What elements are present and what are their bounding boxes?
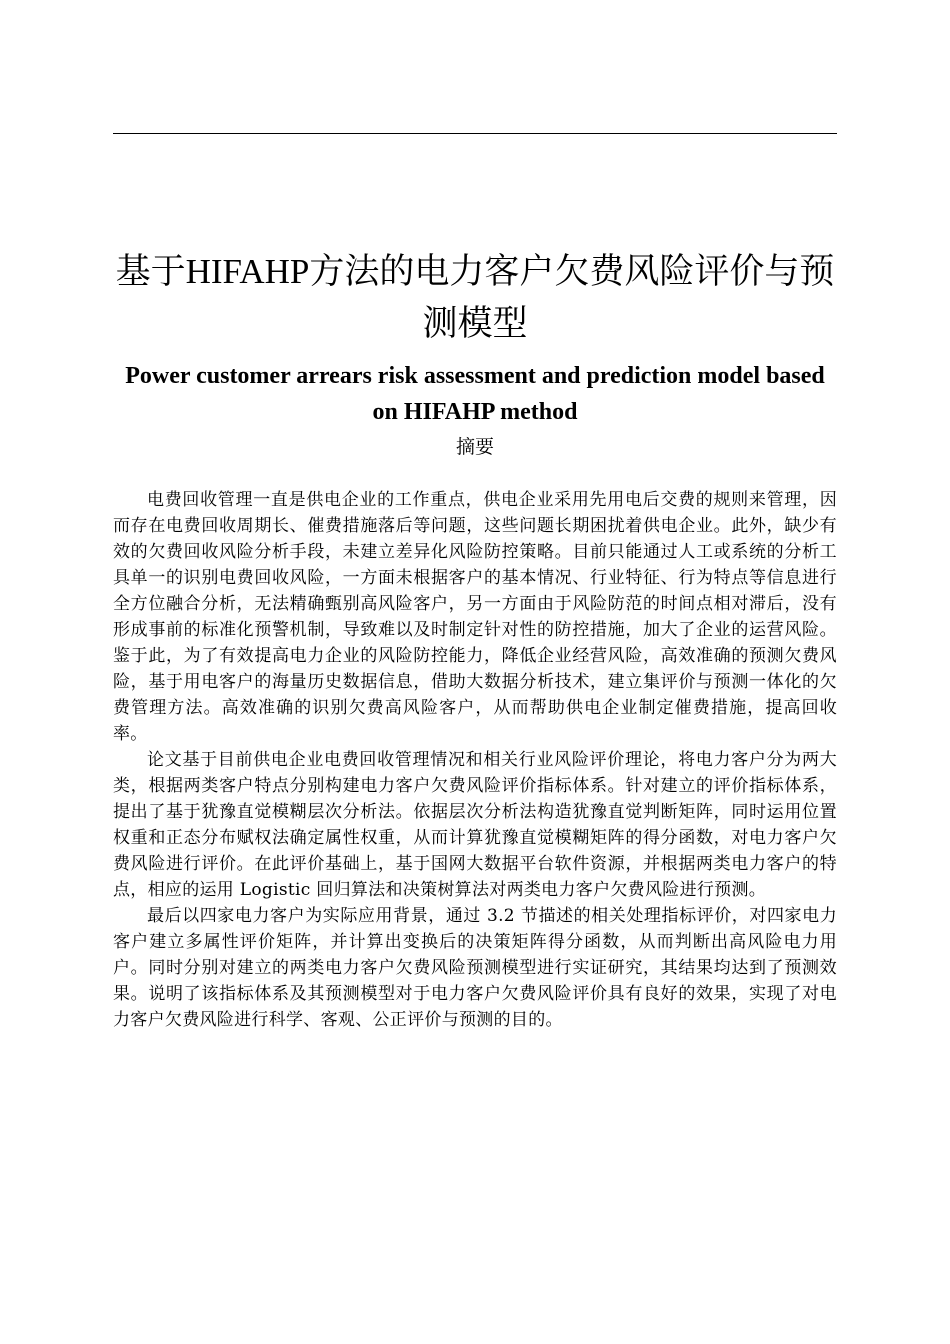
abstract-paragraph-1: 电费回收管理一直是供电企业的工作重点，供电企业采用先用电后交费的规则来管理，因而存在电费回收周期长、催费措施落后等问题，这些问题长期困扰着供电企业。此外，缺少有效的欠费回收风险分析手段，未建立差异化风险防控策略。目前只能通过人工或系统的分析工具单一的识别电费回收风险，一方面未根据客户的基本情况、行业特征、行为特点等信息进行全方位融合分析，无法精确甄别高风险客户，另一方面由于风险防范的时间点相对滞后，没有形成事前的标准化预警机制，导致难以及时制定针对性的防控措施，加大了企业的运营风险。鉴于此，为了有效提高电力企业的风险防控能力，降低企业经营风险，高效准确的预测欠费风险，基于用电客户的海量历史数据信息，借助大数据分析技术，建立集评价与预测一体化的欠费管理方法。高效准确的识别欠费高风险客户，从而帮助供电企业制定催费措施，提高回收率。 bbox=[113, 490, 837, 744]
chinese-title bbox=[113, 246, 837, 350]
chinese-title-part2: 方法的电力客户欠费风险评价与预测模型 bbox=[309, 252, 835, 344]
abstract-paragraph-3: 最后以四家电力客户为实际应用背景，通过 3.2 节描述的相关处理指标评价，对四家电力客户建立多属性评价矩阵，并计算出变换后的决策矩阵得分函数，从而判断出高风险电力用户。同时分别对建立的两类电力客户欠费风险预测模型进行实证研究，其结果均达到了预测效果。说明了该指标体系及其预测模型对于电力客户欠费风险评价具有良好的效果，实现了对电力客户欠费风险进行科学、客观、公正评价与预测的目的。 bbox=[113, 906, 837, 1030]
abstract-heading: 摘要 bbox=[455, 436, 494, 458]
header-rule bbox=[113, 133, 837, 134]
abstract-paragraph-2: 论文基于目前供电企业电费回收管理情况和相关行业风险评价理论，将电力客户分为两大类，根据两类客户特点分别构建电力客户欠费风险评价指标体系。针对建立的评价指标体系，提出了基于犹豫直觉模糊层次分析法。依据层次分析法构造犹豫直觉判断矩阵，同时运用位置权重和正态分布赋权法确定属性权重，从而计算犹豫直觉模糊矩阵的得分函数，对电力客户欠费风险进行评价。在此评价基础上，基于国网大数据平台软件资源，并根据两类电力客户的特点，相应的运用 Logistic 回归算法和决策树算法对两类电力客户欠费风险进行预测。 bbox=[113, 750, 837, 900]
abstract-body bbox=[113, 487, 837, 1033]
chinese-title-method: HIFAHP bbox=[185, 252, 310, 291]
english-title: Power customer arrears risk assessment and prediction model based on HIFAHP method bbox=[125, 363, 825, 425]
chinese-title-part1: 基于 bbox=[115, 252, 186, 292]
